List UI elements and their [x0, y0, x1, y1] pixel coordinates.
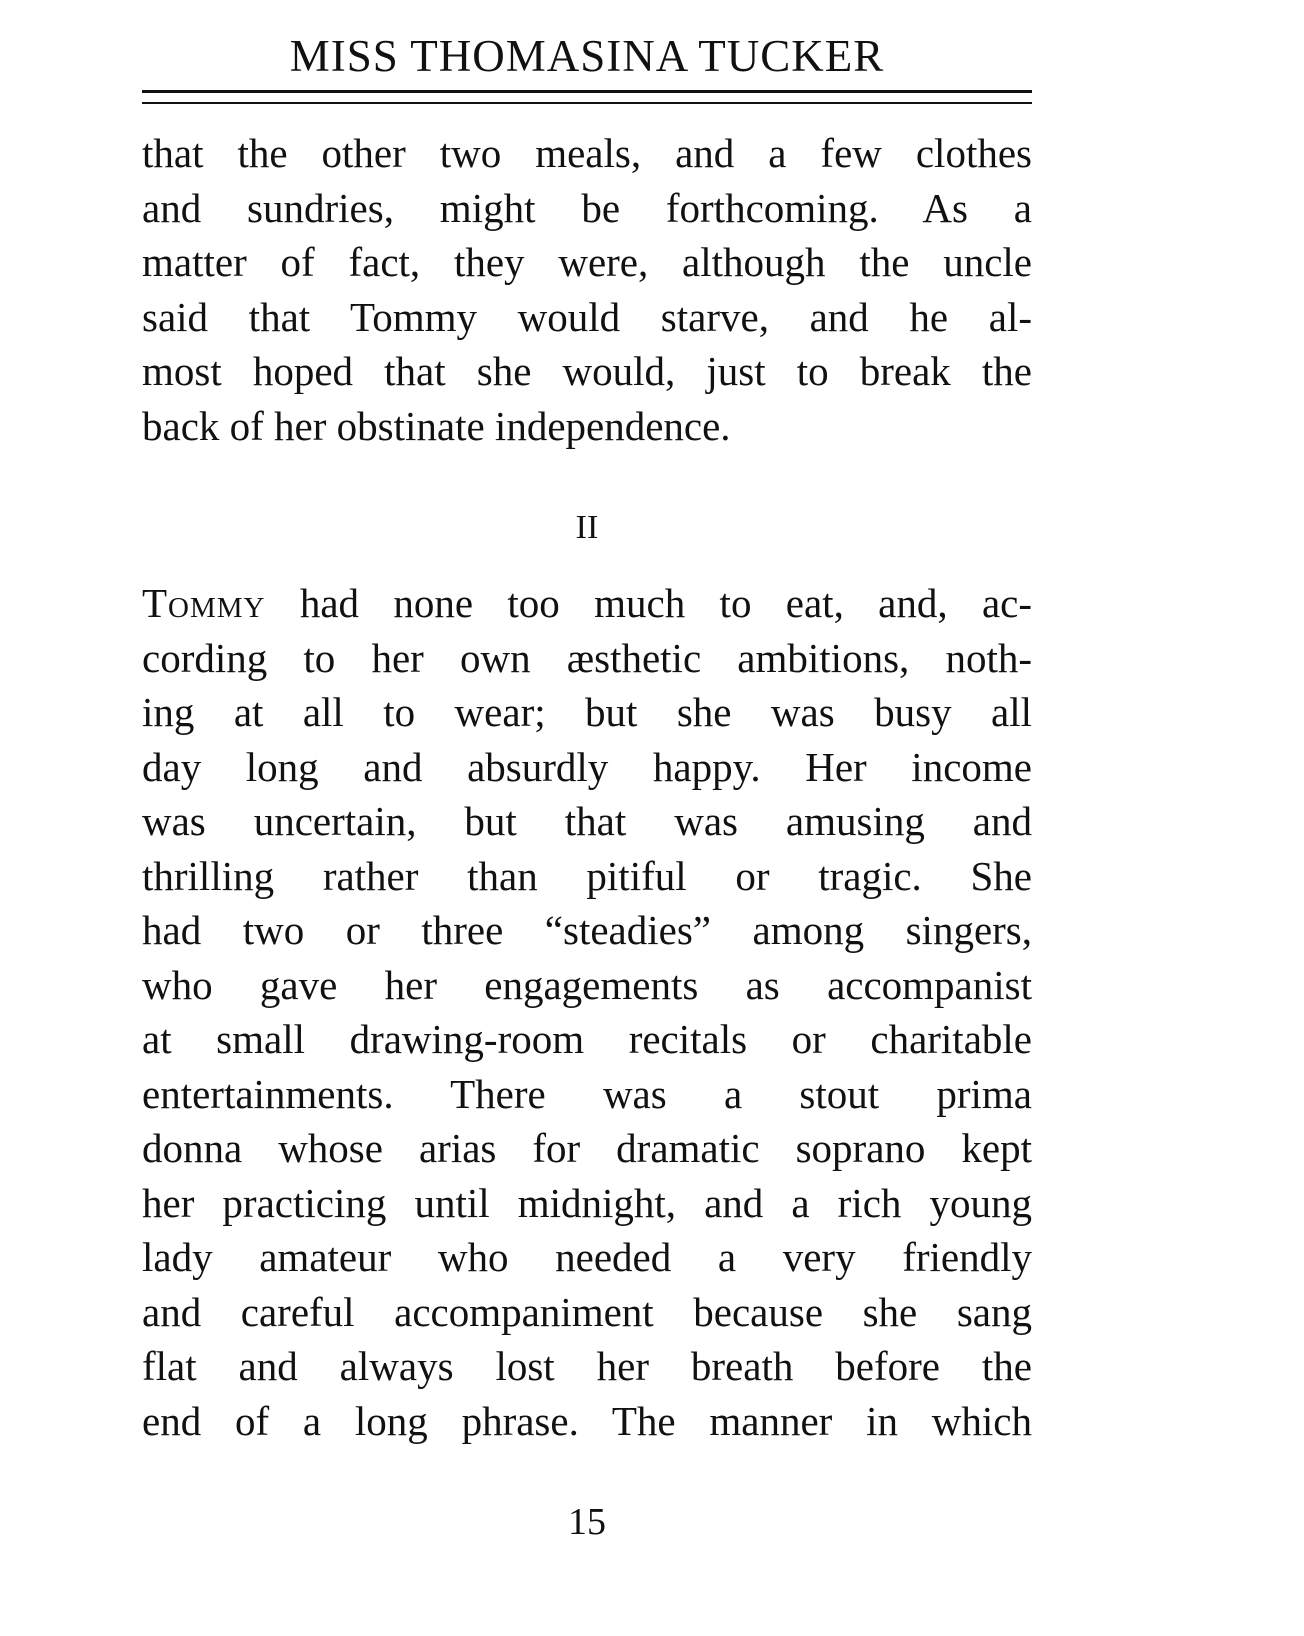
text-line: that the other two meals, and a few clothes: [142, 130, 1032, 176]
text-line: thrilling rather than pitiful or tragic. She: [142, 852, 1032, 899]
text-line: donna whose arias for dramatic soprano kept: [142, 1125, 1032, 1171]
text-line: at small drawing-room recitals or charitable: [142, 1016, 1032, 1062]
text-line: her practicing until midnight, and a rich young: [142, 1179, 1032, 1226]
text-line: lady amateur who needed a very friendly: [142, 1234, 1032, 1280]
text-line: entertainments. There was a stout prima: [142, 1070, 1032, 1117]
text-line: was uncertain, but that was amusing and: [142, 798, 1032, 844]
text-line: end of a long phrase. The manner in which: [142, 1397, 1032, 1444]
text-line: who gave her engagements as accompanist: [142, 961, 1032, 1008]
section-number: II: [575, 509, 599, 546]
text-line: said that Tommy would starve, and he al-: [142, 293, 1032, 340]
paragraph-1: [142, 126, 1032, 453]
text-line-first: [142, 576, 1032, 631]
text-line: flat and always lost her breath before the: [142, 1343, 1032, 1389]
text-line: day long and absurdly happy. Her income: [142, 743, 1032, 790]
text-line: and sundries, might be forthcoming. As a: [142, 184, 1032, 231]
page-number: 15: [568, 1501, 606, 1543]
paragraph-2: [142, 576, 1032, 1448]
text-line: ing at all to wear; but she was busy all: [142, 689, 1032, 735]
text-line: and careful accompaniment because she sang: [142, 1288, 1032, 1335]
header-rule-thin: [142, 102, 1032, 104]
running-head: MISS THOMASINA TUCKER: [289, 31, 885, 81]
text-line: cording to her own æsthetic ambitions, noth-: [142, 634, 1032, 681]
text-line: most hoped that she would, just to break the: [142, 348, 1032, 394]
header-rule-thick: [142, 90, 1032, 93]
first-line-rest: had none too much to eat, and, ac-: [265, 580, 1032, 626]
text-line: had two or three “steadies” among singers,: [142, 907, 1032, 953]
text-line: back of her obstinate independence.: [142, 402, 731, 449]
lead-word-smallcaps: Tommy: [142, 580, 266, 626]
text-line: matter of fact, they were, although the uncle: [142, 239, 1032, 285]
